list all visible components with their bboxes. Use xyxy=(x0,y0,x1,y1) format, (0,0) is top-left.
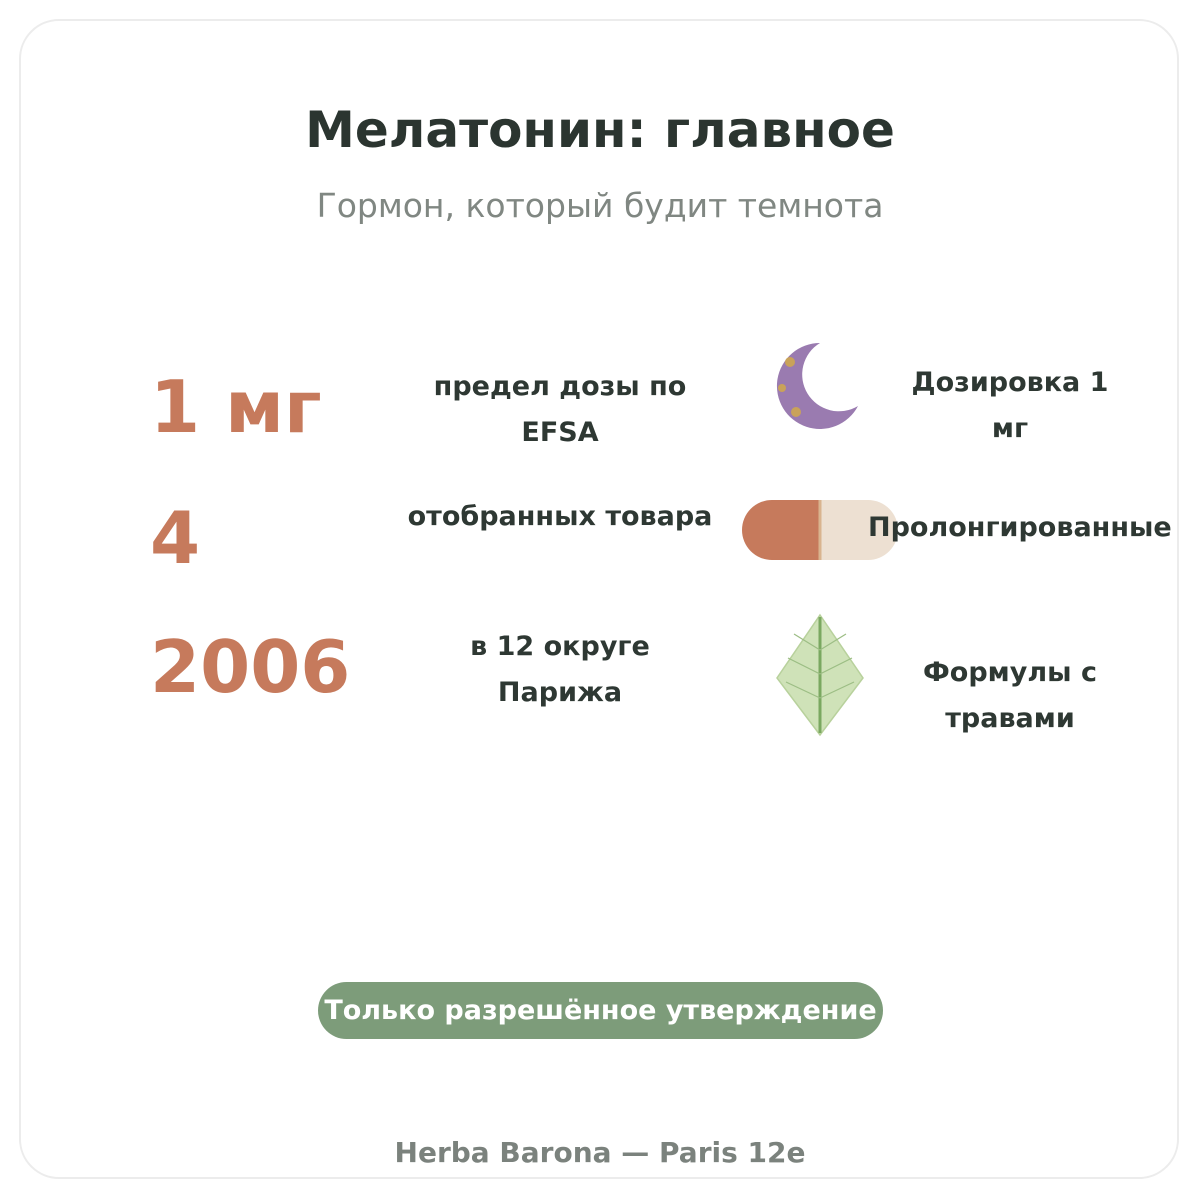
page-title: Мелатонин: главное xyxy=(305,101,895,159)
footer-brand: Herba Barona — Paris 12e xyxy=(394,1136,806,1169)
stat-value-dose: 1 мг xyxy=(150,365,322,449)
stat-value-year: 2006 xyxy=(150,625,351,709)
feature-label-herbs: Формулы с травами xyxy=(923,657,1097,734)
stat-label-year: в 12 округе Парижа xyxy=(470,631,650,708)
feature-label-dosage: Дозировка 1 мг xyxy=(911,367,1109,444)
claim-badge: Только разрешённое утверждение xyxy=(318,982,883,1039)
stat-label-products: отобранных товара xyxy=(407,501,713,532)
page-subtitle: Гормон, который будит темнота xyxy=(316,186,884,225)
crescent-moon-icon xyxy=(772,340,864,432)
feature-label-prolonged: Пролонгированные xyxy=(868,512,1172,543)
stat-label-dose: предел дозы по EFSA xyxy=(433,371,687,448)
leaf-icon xyxy=(774,612,866,738)
stat-value-products: 4 xyxy=(150,496,201,580)
